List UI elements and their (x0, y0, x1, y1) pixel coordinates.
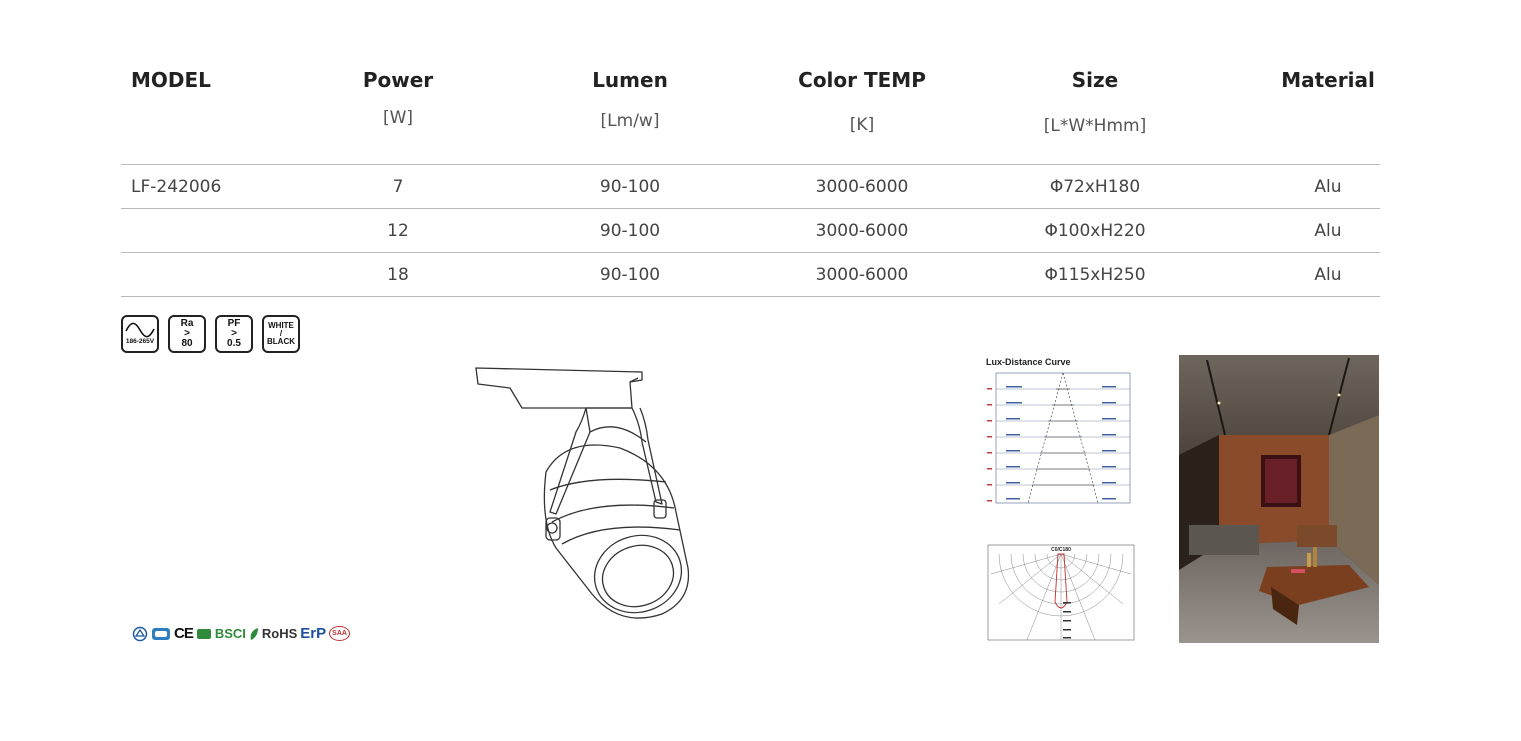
cell-model: LF-242006 (131, 177, 222, 197)
finish-white: WHITE (268, 321, 294, 330)
cell-power: 12 (387, 221, 409, 241)
cell-size: Φ115xH250 (1044, 265, 1146, 285)
saa-mark: SAA (329, 626, 350, 641)
header-power: Power (362, 68, 434, 92)
feature-badges (121, 315, 300, 353)
header-color-temp: Color TEMP (798, 68, 926, 92)
cell-lumen: 90-100 (599, 177, 661, 197)
cell-power: 7 (392, 177, 404, 197)
ra-label: Ra (180, 318, 194, 329)
sine-wave-icon (125, 322, 155, 338)
table-row (121, 165, 1380, 209)
eco-leaf-icon (196, 627, 212, 641)
pf-operator: > (231, 328, 237, 339)
polar-light-distribution (987, 544, 1143, 644)
cell-lumen: 90-100 (599, 221, 661, 241)
certification-strip (132, 625, 350, 642)
spec-table (121, 60, 1380, 297)
safety-mark-icon (132, 626, 148, 642)
cell-color-temp: 3000-6000 (815, 221, 909, 241)
pf-badge (215, 315, 253, 353)
header-lumen: Lumen (592, 68, 668, 92)
finish-badge (262, 315, 300, 353)
rohs-leaf-icon (249, 627, 259, 641)
unit-color-temp: [K] (849, 115, 875, 135)
lux-curve-title: Lux-Distance Curve (986, 357, 1071, 367)
ra-value: 80 (181, 338, 193, 349)
header-model: MODEL (131, 68, 211, 92)
table-row (121, 253, 1380, 297)
table-row (121, 209, 1380, 253)
cell-material: Alu (1314, 177, 1342, 197)
living-room-photo (1179, 355, 1379, 643)
ra-operator: > (184, 328, 190, 339)
cell-material: Alu (1314, 221, 1342, 241)
cell-size: Φ72xH180 (1049, 177, 1141, 197)
lux-curve-graphic (986, 369, 1136, 529)
polar-label: C0/C180 (1051, 547, 1071, 553)
track-spotlight-drawing (470, 362, 700, 624)
unit-lumen: [Lm/w] (600, 111, 660, 131)
cell-power: 18 (387, 265, 409, 285)
erp-mark: ErP (300, 625, 327, 642)
cell-lumen: 90-100 (599, 265, 661, 285)
rohs-mark: RoHS (261, 626, 298, 641)
table-header (121, 60, 1380, 165)
bsci-mark: BSCI (214, 626, 246, 641)
finish-black: BLACK (267, 337, 295, 346)
lux-distance-curve (986, 357, 1136, 529)
header-material: Material (1281, 68, 1375, 92)
header-size: Size (1071, 68, 1119, 92)
finish-separator: / (279, 329, 283, 338)
unit-power: [W] (382, 108, 414, 128)
unit-size: [L*W*Hmm] (1043, 116, 1147, 136)
voltage-badge (121, 315, 159, 353)
cell-color-temp: 3000-6000 (815, 265, 909, 285)
ce-mark: CE (174, 625, 193, 642)
pf-label: PF (227, 318, 241, 329)
cell-size: Φ100xH220 (1044, 221, 1146, 241)
voltage-label: 186-265V (125, 338, 155, 346)
cell-color-temp: 3000-6000 (815, 177, 909, 197)
gs-mark-icon (151, 627, 171, 641)
cell-material: Alu (1314, 265, 1342, 285)
ra-badge (168, 315, 206, 353)
pf-value: 0.5 (227, 338, 241, 349)
